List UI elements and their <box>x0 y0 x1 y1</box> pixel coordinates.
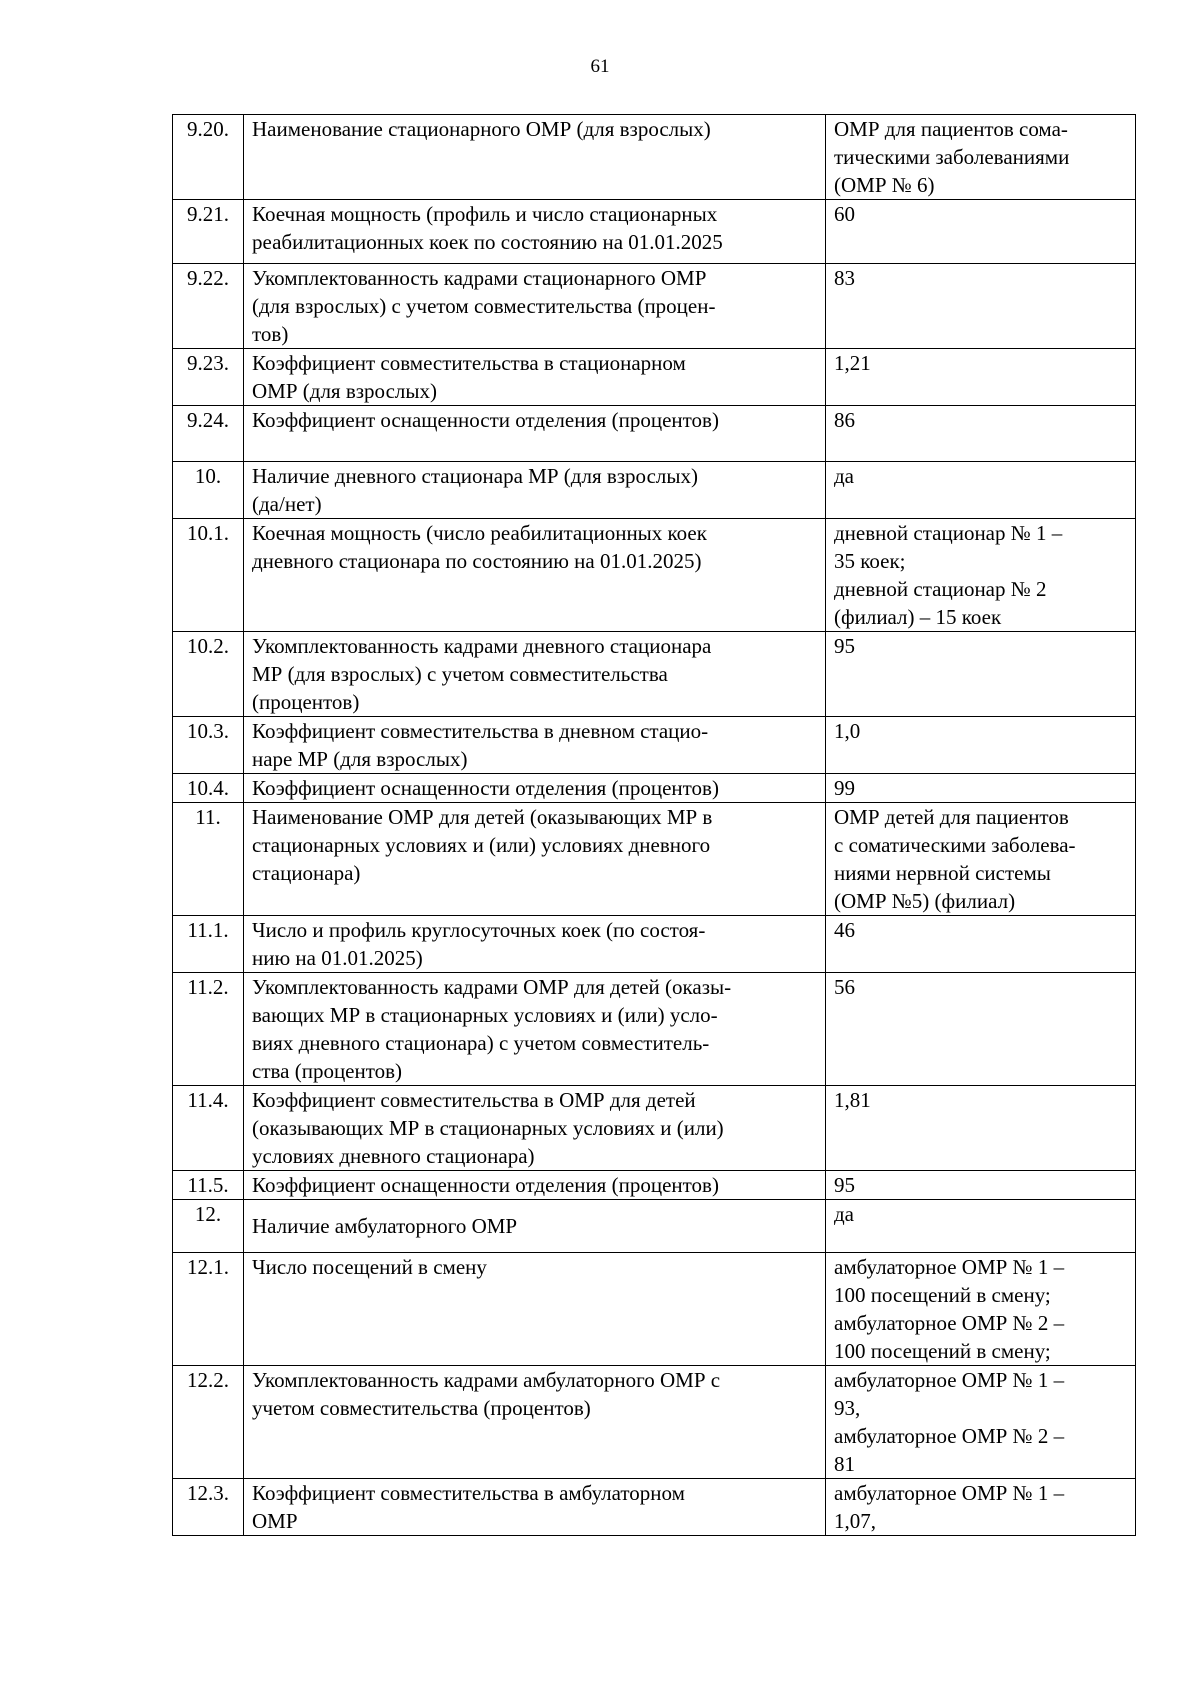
indicator-text-line: дневного стационара по состоянию на 01.01.2025) <box>252 549 702 573</box>
row-indicator-name <box>244 916 826 973</box>
indicator-text-line: Коэффициент совместительства в дневном стацио- <box>252 719 709 743</box>
indicator-text-line: наре МР (для взрослых) <box>252 747 468 771</box>
row-indicator-name <box>244 519 826 632</box>
page-number: 61 <box>590 56 610 77</box>
row-indicator-name <box>244 349 826 406</box>
table-row <box>173 200 1136 264</box>
row-number: 11.4. <box>173 1086 244 1171</box>
value-text-line: 95 <box>834 634 855 658</box>
indicator-text-line: (да/нет) <box>252 492 322 516</box>
value-text-line: амбулаторное ОМР № 1 – <box>834 1481 1065 1505</box>
table-row <box>173 406 1136 462</box>
row-value <box>826 406 1136 462</box>
indicator-text-line: Число посещений в смену <box>252 1255 487 1279</box>
row-indicator-name <box>244 803 826 916</box>
row-value <box>826 774 1136 803</box>
indicator-text-line: Укомплектованность кадрами амбулаторного ОМР с <box>252 1368 721 1392</box>
row-number: 12.2. <box>173 1366 244 1479</box>
row-indicator-name <box>244 264 826 349</box>
indicator-text-line: учетом совместительства (процентов) <box>252 1396 591 1420</box>
row-value <box>826 1086 1136 1171</box>
indicator-text-line: стационара) <box>252 861 361 885</box>
indicator-text-line: Коэффициент совместительства в стационарном <box>252 351 686 375</box>
indicator-text-line: Укомплектованность кадрами дневного стационара <box>252 634 712 658</box>
indicator-text-line: Коэффициент совместительства в амбулаторном <box>252 1481 685 1505</box>
value-text-line: (филиал) – 15 коек <box>834 605 1002 629</box>
row-number: 12.1. <box>173 1253 244 1366</box>
value-text-line: 95 <box>834 1173 855 1197</box>
row-value <box>826 632 1136 717</box>
indicator-text-line: нию на 01.01.2025) <box>252 946 423 970</box>
row-number: 9.21. <box>173 200 244 264</box>
row-indicator-name <box>244 1479 826 1536</box>
table-row <box>173 349 1136 406</box>
row-value <box>826 1200 1136 1253</box>
table-row <box>173 973 1136 1086</box>
indicator-text-line: Наличие амбулаторного ОМР <box>252 1214 518 1238</box>
row-indicator-name <box>244 115 826 200</box>
row-number: 11.1. <box>173 916 244 973</box>
row-value <box>826 115 1136 200</box>
value-text-line: 1,07, <box>834 1509 876 1533</box>
value-text-line: амбулаторное ОМР № 1 – <box>834 1255 1065 1279</box>
indicator-text-line: реабилитационных коек по состоянию на 01.01.2025 <box>252 230 723 254</box>
table-row <box>173 519 1136 632</box>
table-body <box>173 115 1136 1536</box>
table-row <box>173 1200 1136 1253</box>
row-value <box>826 1253 1136 1366</box>
row-value <box>826 349 1136 406</box>
table-row <box>173 1479 1136 1536</box>
indicator-text-line: Коэффициент совместительства в ОМР для детей <box>252 1088 696 1112</box>
value-text-line: 99 <box>834 776 855 800</box>
value-text-line: 1,0 <box>834 719 861 743</box>
table-row <box>173 717 1136 774</box>
row-number: 10.4. <box>173 774 244 803</box>
indicator-text-line: условиях дневного стационара) <box>252 1144 535 1168</box>
value-text-line: 1,81 <box>834 1088 871 1112</box>
value-text-line: да <box>834 1202 855 1226</box>
row-value <box>826 519 1136 632</box>
indicator-text-line: (процентов) <box>252 690 360 714</box>
value-text-line: 100 посещений в смену; <box>834 1339 1051 1363</box>
table-row <box>173 115 1136 200</box>
row-value <box>826 1366 1136 1479</box>
row-value <box>826 916 1136 973</box>
row-indicator-name <box>244 200 826 264</box>
indicator-text-line: Коэффициент оснащенности отделения (процентов) <box>252 776 719 800</box>
row-number: 9.23. <box>173 349 244 406</box>
indicator-text-line: Коечная мощность (профиль и число стационарных <box>252 202 718 226</box>
row-indicator-name <box>244 1253 826 1366</box>
value-text-line: 60 <box>834 202 855 226</box>
indicator-text-line: Коэффициент оснащенности отделения (процентов) <box>252 408 719 432</box>
value-text-line: 83 <box>834 266 855 290</box>
table-row <box>173 1171 1136 1200</box>
value-text-line: амбулаторное ОМР № 1 – <box>834 1368 1065 1392</box>
indicator-text-line: Наименование ОМР для детей (оказывающих МР в <box>252 805 713 829</box>
row-number: 9.20. <box>173 115 244 200</box>
row-value <box>826 803 1136 916</box>
row-number: 11. <box>173 803 244 916</box>
indicator-text-line: стационарных условиях и (или) условиях дневного <box>252 833 711 857</box>
row-indicator-name <box>244 1200 826 1253</box>
value-text-line: 35 коек; <box>834 549 906 573</box>
value-text-line: 86 <box>834 408 855 432</box>
value-text-line: да <box>834 464 855 488</box>
row-number: 11.2. <box>173 973 244 1086</box>
table-row <box>173 803 1136 916</box>
indicator-text-line: виях дневного стационара) с учетом совместитель- <box>252 1031 710 1055</box>
indicator-text-line: Число и профиль круглосуточных коек (по состоя- <box>252 918 706 942</box>
indicator-text-line: Коечная мощность (число реабилитационных коек <box>252 521 707 545</box>
row-number: 11.5. <box>173 1171 244 1200</box>
row-value <box>826 1479 1136 1536</box>
indicator-text-line: Наименование стационарного ОМР (для взрослых) <box>252 117 711 141</box>
value-text-line: (ОМР № 6) <box>834 173 935 197</box>
table-row <box>173 632 1136 717</box>
indicator-text-line: (оказывающих МР в стационарных условиях и (или) <box>252 1116 724 1140</box>
row-number: 9.22. <box>173 264 244 349</box>
row-number: 10. <box>173 462 244 519</box>
indicator-text-line: вающих МР в стационарных условиях и (или) усло- <box>252 1003 718 1027</box>
value-text-line: дневной стационар № 1 – <box>834 521 1063 545</box>
table-row <box>173 774 1136 803</box>
indicator-text-line: ОМР <box>252 1509 298 1533</box>
value-text-line: ОМР для пациентов сома- <box>834 117 1068 141</box>
indicator-text-line: ОМР (для взрослых) <box>252 379 437 403</box>
table-row <box>173 1086 1136 1171</box>
table-row <box>173 264 1136 349</box>
row-indicator-name <box>244 1086 826 1171</box>
value-text-line: амбулаторное ОМР № 2 – <box>834 1311 1065 1335</box>
value-text-line: ОМР детей для пациентов <box>834 805 1069 829</box>
row-indicator-name <box>244 632 826 717</box>
row-indicator-name <box>244 406 826 462</box>
value-text-line: (ОМР №5) (филиал) <box>834 889 1016 913</box>
row-number: 9.24. <box>173 406 244 462</box>
row-indicator-name <box>244 973 826 1086</box>
row-value <box>826 717 1136 774</box>
row-value <box>826 973 1136 1086</box>
table-row <box>173 462 1136 519</box>
table-row <box>173 1366 1136 1479</box>
row-number: 10.1. <box>173 519 244 632</box>
value-text-line: 100 посещений в смену; <box>834 1283 1051 1307</box>
row-value <box>826 1171 1136 1200</box>
value-text-line: 1,21 <box>834 351 871 375</box>
value-text-line: тическими заболеваниями <box>834 145 1070 169</box>
row-number: 10.3. <box>173 717 244 774</box>
row-value <box>826 200 1136 264</box>
row-number: 10.2. <box>173 632 244 717</box>
indicator-text-line: тов) <box>252 322 289 346</box>
row-number: 12.3. <box>173 1479 244 1536</box>
row-indicator-name <box>244 1366 826 1479</box>
value-text-line: амбулаторное ОМР № 2 – <box>834 1424 1065 1448</box>
value-text-line: 56 <box>834 975 855 999</box>
row-indicator-name <box>244 774 826 803</box>
indicator-text-line: (для взрослых) с учетом совместительства (процен- <box>252 294 716 318</box>
value-text-line: ниями нервной системы <box>834 861 1051 885</box>
data-table <box>172 114 1136 1536</box>
indicator-text-line: Коэффициент оснащенности отделения (процентов) <box>252 1173 719 1197</box>
table-row <box>173 916 1136 973</box>
value-text-line: 81 <box>834 1452 855 1476</box>
row-indicator-name <box>244 1171 826 1200</box>
value-text-line: 46 <box>834 918 855 942</box>
indicator-text-line: Укомплектованность кадрами стационарного ОМР <box>252 266 707 290</box>
value-text-line: 93, <box>834 1396 861 1420</box>
table-row <box>173 1253 1136 1366</box>
value-text-line: дневной стационар № 2 <box>834 577 1047 601</box>
indicator-text-line: Укомплектованность кадрами ОМР для детей (оказы- <box>252 975 732 999</box>
row-indicator-name <box>244 462 826 519</box>
indicator-text-line: МР (для взрослых) с учетом совместительства <box>252 662 668 686</box>
indicator-text-line: Наличие дневного стационара МР (для взрослых) <box>252 464 698 488</box>
row-value <box>826 462 1136 519</box>
row-indicator-name <box>244 717 826 774</box>
row-number: 12. <box>173 1200 244 1253</box>
value-text-line: с соматическими заболева- <box>834 833 1076 857</box>
row-value <box>826 264 1136 349</box>
indicator-text-line: ства (процентов) <box>252 1059 403 1083</box>
